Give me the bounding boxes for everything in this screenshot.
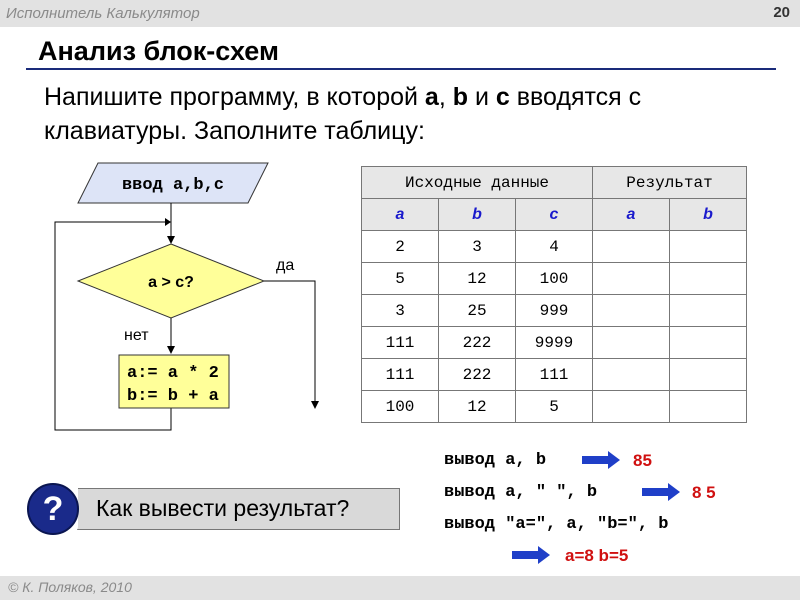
table-cell: 12 <box>439 391 516 423</box>
table-row <box>362 327 747 359</box>
var-b: b <box>452 83 469 111</box>
table-cell-empty[interactable] <box>593 231 670 263</box>
arrow-right-icon <box>642 483 682 501</box>
table-cell: 111 <box>362 359 439 391</box>
task-sep1: , <box>438 83 453 111</box>
table-cell: 25 <box>439 295 516 327</box>
table-cell: 2 <box>362 231 439 263</box>
column-header-b: b <box>439 199 516 231</box>
column-header-result-a: a <box>593 199 670 231</box>
table-cell-empty[interactable] <box>670 391 747 423</box>
results-table <box>361 166 747 423</box>
table-cell: 100 <box>362 391 439 423</box>
action-line-2: b:= b + a <box>127 387 219 406</box>
table-cell: 3 <box>362 295 439 327</box>
action-line-1: a:= a * 2 <box>127 364 219 383</box>
group-header-input: Исходные данные <box>362 167 593 199</box>
table-cell: 999 <box>516 295 593 327</box>
table-cell-empty[interactable] <box>593 391 670 423</box>
column-header-a: a <box>362 199 439 231</box>
table-cell: 222 <box>439 359 516 391</box>
table-cell: 12 <box>439 263 516 295</box>
table-cell-empty[interactable] <box>593 359 670 391</box>
output-result-2: 8 5 <box>692 483 716 502</box>
task-sep2: и <box>468 83 496 111</box>
slide-title: Анализ блок-схем <box>38 36 279 66</box>
table-group-header-row <box>362 167 747 199</box>
table-cell-empty[interactable] <box>670 263 747 295</box>
footer-copyright: © К. Поляков, 2010 <box>8 579 132 595</box>
table-cell: 100 <box>516 263 593 295</box>
column-header-result-b: b <box>670 199 747 231</box>
table-cell-empty[interactable] <box>670 295 747 327</box>
group-header-result: Результат <box>593 167 747 199</box>
column-header-c: c <box>516 199 593 231</box>
table-cell-empty[interactable] <box>670 231 747 263</box>
output-code-3: вывод "a=", a, "b=", b <box>444 515 669 534</box>
table-row <box>362 231 747 263</box>
table-cell: 3 <box>439 231 516 263</box>
yes-label: да <box>276 257 295 274</box>
table-cell-empty[interactable] <box>670 327 747 359</box>
table-cell: 5 <box>516 391 593 423</box>
table-cell-empty[interactable] <box>670 359 747 391</box>
table-cell: 9999 <box>516 327 593 359</box>
condition-text: a > c? <box>148 274 194 291</box>
arrow-right-icon <box>512 546 552 564</box>
no-label: нет <box>124 327 149 344</box>
page-number: 20 <box>773 4 790 21</box>
table-column-header-row <box>362 199 747 231</box>
table-cell: 4 <box>516 231 593 263</box>
arrow-right-icon <box>582 451 622 469</box>
table-row <box>362 359 747 391</box>
table-row <box>362 391 747 423</box>
table-cell-empty[interactable] <box>593 327 670 359</box>
table-cell: 222 <box>439 327 516 359</box>
question-text: Как вывести результат? <box>96 495 350 521</box>
output-code-1: вывод a, b <box>444 451 547 470</box>
header-title: Исполнитель Калькулятор <box>6 5 200 22</box>
task-part1: Напишите программу, в которой <box>44 83 425 111</box>
input-block-text: ввод a,b,c <box>121 176 225 195</box>
table-cell: 111 <box>516 359 593 391</box>
output-result-1: 85 <box>633 451 652 470</box>
task-part2: вводятся с клавиатуры. Заполните таблицу: <box>44 83 642 145</box>
table-row <box>362 295 747 327</box>
var-c: c <box>495 83 510 111</box>
var-a: a <box>424 83 439 111</box>
output-result-3: a=8 b=5 <box>565 546 629 565</box>
table-cell: 5 <box>362 263 439 295</box>
question-mark-icon: ? <box>27 483 79 535</box>
table-cell-empty[interactable] <box>593 263 670 295</box>
table-row <box>362 263 747 295</box>
table-cell: 111 <box>362 327 439 359</box>
table-cell-empty[interactable] <box>593 295 670 327</box>
yes-branch-line <box>264 281 315 405</box>
loop-arrowhead <box>165 218 171 226</box>
output-code-2: вывод a, " ", b <box>444 483 598 502</box>
footer-bar <box>0 576 800 600</box>
